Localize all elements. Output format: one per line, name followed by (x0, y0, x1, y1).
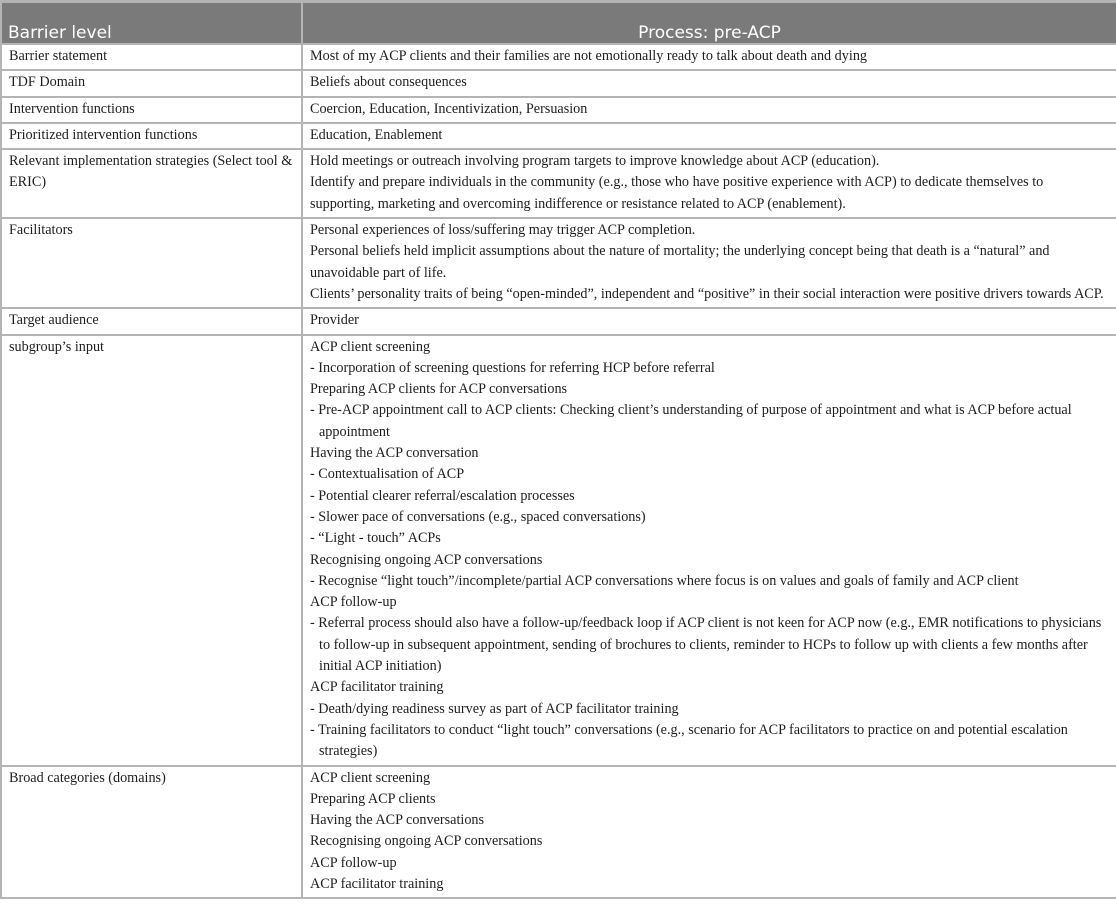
row-value (302, 70, 1116, 96)
text-line: ACP facilitator training (310, 875, 444, 892)
text-line: ACP client screening (310, 769, 431, 786)
row-value (302, 335, 1116, 766)
text-line: Hold meetings or outreach involving program targets to improve knowledge about ACP (education). (310, 153, 880, 170)
bullet-item: - Contextualisation of ACP (310, 466, 465, 483)
bullet-item: - “Light - touch” ACPs (310, 530, 441, 547)
row-label: Prioritized intervention functions (1, 123, 302, 149)
bullet-item: - Pre-ACP appointment call to ACP clients: Checking client’s understanding of purpose of appointment and what is ACP before actual appointment (310, 402, 1072, 440)
row-label: Broad categories (domains) (1, 766, 302, 899)
text-line: ACP client screening (310, 338, 431, 355)
table-row (1, 44, 1116, 70)
table-row (1, 335, 1116, 766)
table-row (1, 123, 1116, 149)
bullet-item: - Training facilitators to conduct “light touch” conversations (e.g., scenario for ACP facilitators to practice on and potential escalation strategies) (310, 721, 1068, 760)
text-line: Identify and prepare individuals in the community (e.g., those who have positive experience with ACP) to dedicate themselves to supporting, marketing and overcoming indifference or resistance related to ACP (enablement). (310, 174, 1044, 212)
text-line: Having the ACP conversation (310, 445, 479, 462)
row-value (302, 149, 1116, 218)
text-line: Recognising ongoing ACP conversations (310, 551, 543, 568)
table-body (1, 44, 1116, 898)
row-label: Facilitators (1, 218, 302, 308)
bullet-item: - Potential clearer referral/escalation processes (310, 487, 575, 504)
text-line: Personal experiences of loss/suffering may trigger ACP completion. (310, 222, 696, 239)
text-line: ACP follow-up (310, 854, 397, 871)
row-label: Barrier statement (1, 44, 302, 70)
bullet-item: - Referral process should also have a follow-up/feedback loop if ACP client is not keen for ACP now (e.g., EMR notifications to physicians to follow-up in subsequent appointment, sending of brochures to clients, reminder to HCPs to follow up with clients a few months after initial ACP initiation) (310, 615, 1102, 675)
header-process: Process: pre-ACP (302, 2, 1116, 45)
text-line: Provider (310, 312, 359, 329)
bullet-item: - Death/dying readiness survey as part of ACP facilitator training (310, 700, 679, 717)
table-row (1, 218, 1116, 308)
row-label: Intervention functions (1, 97, 302, 123)
row-label: subgroup’s input (1, 335, 302, 766)
row-value (302, 766, 1116, 899)
table-row (1, 766, 1116, 899)
text-line: Most of my ACP clients and their families are not emotionally ready to talk about death and dying (310, 48, 868, 64)
text-line: Having the ACP conversations (310, 812, 485, 829)
row-label: Relevant implementation strategies (Select tool & ERIC) (1, 149, 302, 218)
bullet-item: - Incorporation of screening questions for referring HCP before referral (310, 359, 715, 376)
table-row (1, 149, 1116, 218)
row-value (302, 123, 1116, 149)
text-line: Beliefs about consequences (310, 74, 467, 91)
bullet-item: - Recognise “light touch”/incomplete/partial ACP conversations where focus is on values and goals of family and ACP client (310, 572, 1019, 589)
text-line: Education, Enablement (310, 126, 443, 143)
row-value (302, 308, 1116, 334)
header-barrier-level: Barrier level (1, 2, 302, 45)
text-line: Preparing ACP clients (310, 790, 436, 807)
row-value (302, 97, 1116, 123)
text-line: ACP follow-up (310, 594, 397, 611)
table-row (1, 97, 1116, 123)
bullet-item: - Slower pace of conversations (e.g., spaced conversations) (310, 508, 646, 525)
text-line: Preparing ACP clients for ACP conversations (310, 381, 568, 398)
header-row (1, 2, 1116, 45)
text-line: Recognising ongoing ACP conversations (310, 833, 543, 850)
row-label: TDF Domain (1, 70, 302, 96)
table-row (1, 308, 1116, 334)
row-value (302, 218, 1116, 308)
table-row (1, 70, 1116, 96)
text-line: Clients’ personality traits of being “open-minded”, independent and “positive” in their social interaction were positive drivers towards ACP. (310, 285, 1104, 302)
row-value (302, 44, 1116, 70)
text-line: Personal beliefs held implicit assumptions about the nature of mortality; the underlying concept being that death is a “natural” and unavoidable part of life. (310, 243, 1050, 281)
text-line: Coercion, Education, Incentivization, Persuasion (310, 100, 588, 117)
text-line: ACP facilitator training (310, 679, 444, 696)
row-label: Target audience (1, 308, 302, 334)
